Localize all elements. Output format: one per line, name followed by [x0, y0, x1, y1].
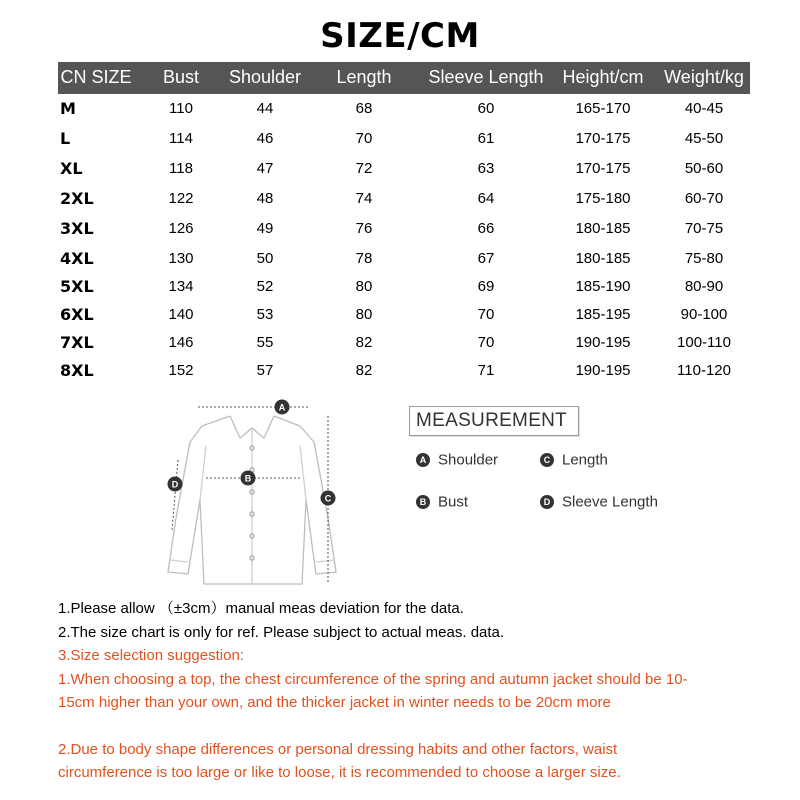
cell-shoulder: 47 — [256, 160, 274, 177]
header-sleeve-length: Sleeve Length — [428, 67, 544, 87]
cell-sleeve: 64 — [477, 190, 495, 207]
table-row — [0, 247, 800, 275]
legend-length — [540, 451, 608, 469]
cell-sleeve: 67 — [477, 250, 495, 267]
cell-height: 165-170 — [575, 100, 631, 117]
cell-weight: 100-110 — [677, 334, 731, 351]
cell-sleeve: 70 — [477, 334, 495, 351]
cell-length: 72 — [355, 160, 373, 177]
note-1: 1.Please allow （±3cm）manual meas deviation for the data. — [58, 600, 464, 617]
cell-weight: 90-100 — [680, 306, 728, 323]
notes-section — [58, 597, 758, 785]
cell-size: 6XL — [60, 305, 94, 324]
cell-weight: 70-75 — [684, 220, 724, 237]
cell-shoulder: 57 — [256, 362, 274, 379]
note-5b: circumference is too large or like to loose, it is recommended to choose a larger size. — [58, 764, 621, 781]
cell-size: 3XL — [60, 219, 94, 238]
table-row — [0, 359, 800, 387]
cell-weight: 80-90 — [684, 278, 724, 295]
cell-height: 180-185 — [575, 220, 631, 237]
cell-size: 8XL — [60, 361, 94, 380]
note-4b: 15cm higher than your own, and the thicker jacket in winter needs to be 20cm more — [58, 694, 611, 711]
cell-length: 70 — [355, 130, 373, 147]
shirt-diagram — [150, 390, 360, 590]
cell-shoulder: 53 — [256, 306, 274, 323]
cell-shoulder: 52 — [256, 278, 274, 295]
table-header — [58, 62, 750, 94]
page-title: SIZE/CM — [320, 16, 480, 56]
table-row — [0, 303, 800, 331]
cell-sleeve: 69 — [477, 278, 495, 295]
cell-weight: 45-50 — [684, 130, 724, 147]
measurement-heading-box — [409, 406, 579, 436]
cell-size: XL — [60, 159, 83, 178]
header-length: Length — [336, 67, 392, 87]
legend-bust — [416, 493, 468, 511]
table-row — [0, 275, 800, 303]
note-3: 3.Size selection suggestion: — [58, 647, 244, 664]
cell-size: 5XL — [60, 277, 94, 296]
header-shoulder: Shoulder — [228, 67, 302, 87]
cell-height: 190-195 — [575, 362, 631, 379]
cell-weight: 50-60 — [684, 160, 724, 177]
cell-bust: 130 — [168, 250, 194, 267]
cell-shoulder: 44 — [256, 100, 274, 117]
cell-sleeve: 61 — [477, 130, 495, 147]
cell-bust: 152 — [168, 362, 194, 379]
header-cn-size: CN SIZE — [60, 67, 132, 87]
note-4a: 1.When choosing a top, the chest circumference of the spring and autumn jacket should be 10- — [58, 670, 688, 688]
cell-weight: 40-45 — [684, 100, 724, 117]
table-row — [0, 97, 800, 125]
cell-bust: 118 — [169, 160, 193, 177]
cell-sleeve: 60 — [477, 100, 495, 117]
marker-b-letter: B — [244, 473, 252, 484]
cell-height: 170-175 — [575, 160, 631, 177]
cell-height: 175-180 — [575, 190, 631, 207]
badge-c-icon: C — [540, 453, 554, 467]
cell-height: 170-175 — [575, 130, 631, 147]
cell-bust: 114 — [169, 130, 193, 147]
cell-weight: 60-70 — [684, 190, 724, 207]
header-bust: Bust — [162, 67, 200, 87]
marker-c-letter: C — [324, 493, 332, 504]
legend-label: Shoulder — [438, 451, 499, 469]
cell-sleeve: 71 — [477, 362, 495, 379]
cell-size: L — [60, 129, 71, 148]
table-row — [0, 157, 800, 185]
table-row — [0, 331, 800, 359]
cell-size: 4XL — [60, 249, 94, 268]
table-row — [0, 217, 800, 245]
cell-height: 180-185 — [575, 250, 631, 267]
cell-length: 68 — [355, 100, 373, 117]
cell-size: 2XL — [60, 189, 94, 208]
table-row — [0, 127, 800, 155]
legend-sleeve-length — [540, 493, 658, 511]
cell-length: 80 — [355, 278, 373, 295]
marker-a-letter: A — [278, 402, 286, 413]
cell-length: 82 — [355, 362, 373, 379]
legend-label: Sleeve Length — [562, 493, 658, 511]
legend-shoulder — [416, 451, 498, 469]
table-row — [0, 187, 800, 215]
cell-length: 74 — [355, 190, 373, 207]
cell-size: 7XL — [60, 333, 94, 352]
cell-weight: 75-80 — [684, 250, 724, 267]
legend-label: Bust — [438, 493, 469, 511]
cell-height: 185-195 — [575, 306, 631, 323]
measurement-heading: MEASUREMENT — [416, 410, 568, 431]
header-height: Height/cm — [562, 67, 644, 87]
cell-shoulder: 50 — [256, 250, 274, 267]
cell-size: M — [60, 99, 76, 118]
cell-weight: 110-120 — [677, 362, 731, 379]
cell-bust: 140 — [168, 306, 194, 323]
cell-bust: 122 — [168, 190, 194, 207]
marker-d-letter: D — [171, 479, 179, 490]
cell-bust: 146 — [168, 334, 194, 351]
note-2: 2.The size chart is only for ref. Please subject to actual meas. data. — [58, 623, 505, 641]
cell-sleeve: 70 — [477, 306, 495, 323]
cell-height: 185-190 — [575, 278, 631, 295]
cell-sleeve: 66 — [477, 220, 495, 237]
cell-length: 78 — [355, 250, 373, 267]
cell-shoulder: 55 — [256, 334, 274, 351]
note-5a: 2.Due to body shape differences or personal dressing habits and other factors, waist — [58, 740, 618, 758]
header-weight: Weight/kg — [664, 67, 744, 87]
cell-bust: 134 — [168, 278, 194, 295]
cell-shoulder: 46 — [256, 130, 274, 147]
cell-bust: 126 — [168, 220, 194, 237]
cell-bust: 110 — [169, 100, 193, 117]
badge-b-icon: B — [416, 495, 430, 509]
cell-height: 190-195 — [575, 334, 631, 351]
cell-shoulder: 48 — [256, 190, 274, 207]
badge-d-icon: D — [540, 495, 554, 509]
cell-length: 82 — [355, 334, 373, 351]
badge-a-icon: A — [416, 453, 430, 467]
cell-length: 80 — [355, 306, 373, 323]
legend-label: Length — [562, 451, 608, 469]
cell-sleeve: 63 — [477, 160, 495, 177]
cell-length: 76 — [355, 220, 373, 237]
cell-shoulder: 49 — [256, 220, 274, 237]
